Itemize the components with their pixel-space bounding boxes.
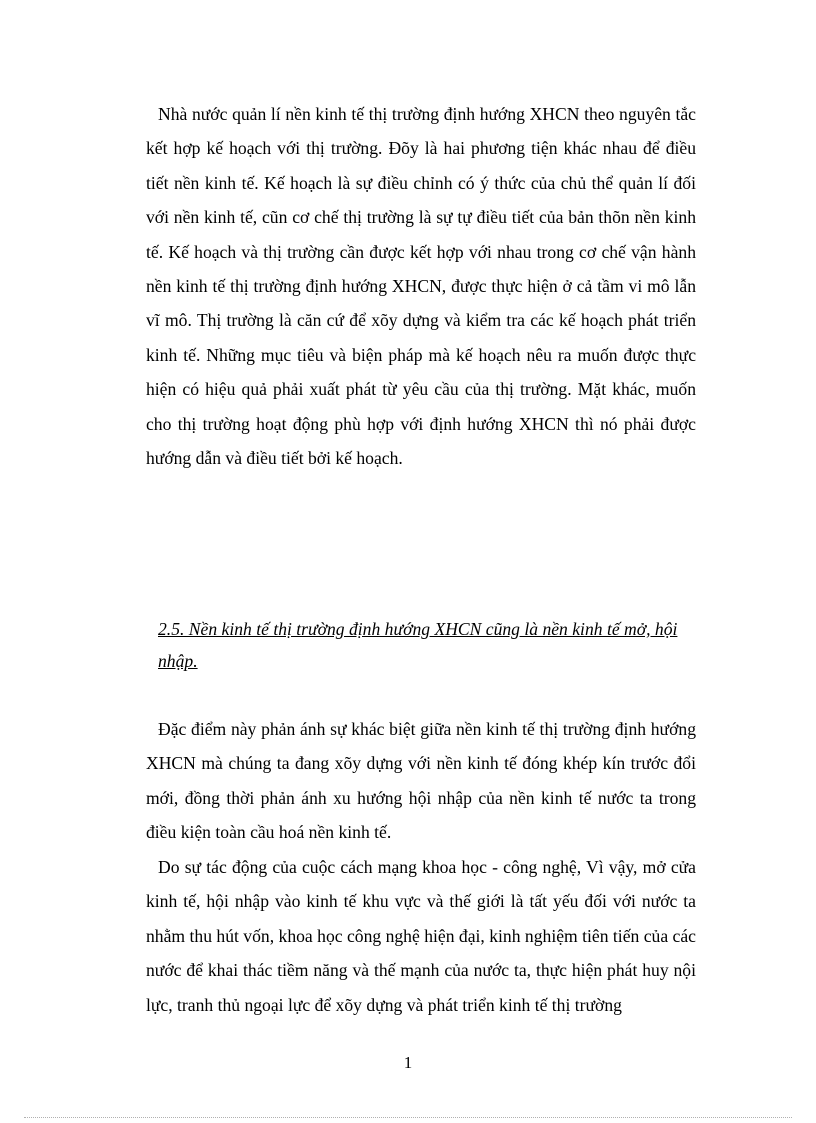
paragraph-characteristic: Đặc điểm này phản ánh sự khác biệt giữa nền kinh tế thị trường định hướng XHCN mà chúng ta đang xõy dựng với nền kinh tế đóng khép kín trước đổi mới, đồng thời phản ánh xu hướng hội nhập của nền kinh tế nước ta trong điều kiện toàn cầu hoá nền kinh tế. [146, 719, 696, 843]
page-number: 1 [403, 1053, 413, 1072]
paragraph-integration: Do sự tác động của cuộc cách mạng khoa học - công nghệ, Vì vậy, mở cửa kinh tế, hội nhập vào kinh tế khu vực và thế giới là tất yếu đối với nước ta nhằm thu hút vốn, khoa học công nghệ hiện đại, kinh nghiệm tiên tiến của các nước để khai thác tiềm năng và thế mạnh của nước ta, thực hiện phát huy nội lực, tranh thủ ngoại lực để xõy dựng và phát triển kinh tế thị trường [146, 857, 696, 1015]
section-heading: 2.5. Nền kinh tế thị trường định hướng XHCN cũng là nền kinh tế mở, hội nhập. [158, 619, 678, 671]
footer-divider [24, 1117, 792, 1118]
paragraph-state-management: Nhà nước quản lí nền kinh tế thị trường định hướng XHCN theo nguyên tắc kết hợp kế hoạch với thị trường. Đõy là hai phương tiện khác nhau để điều tiết nền kinh tế. Kế hoạch là sự điều chỉnh có ý thức của chủ thể quản lí đối với nền kinh tế, cũn cơ chế thị trường là sự tự điều tiết của bản thõn nền kinh tế. Kế hoạch và thị trường cần được kết hợp với nhau trong cơ chế vận hành nền kinh tế thị trường định hướng XHCN, được thực hiện ở cả tầm vi mô lẫn vĩ mô. Thị trường là căn cứ để xõy dựng và kiểm tra các kế hoạch phát triển kinh tế. Những mục tiêu và biện pháp mà kế hoạch nêu ra muốn được thực hiện có hiệu quả phải xuất phát từ yêu cầu của thị trường. Mặt khác, muốn cho thị trường hoạt động phù hợp với định hướng XHCN thì nó phải được hướng dẫn và điều tiết bởi kế hoạch. [146, 104, 696, 469]
